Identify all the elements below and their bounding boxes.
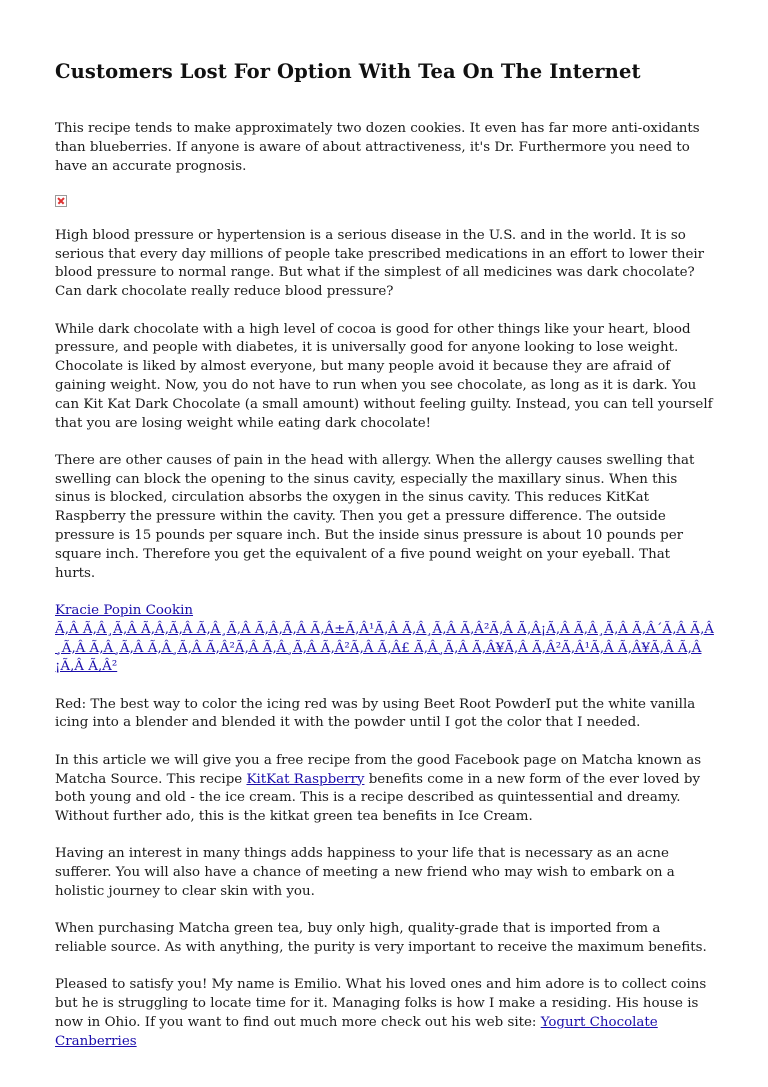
garbled-link[interactable]: Ã‚Â Ã‚Â¸Ã‚Â Ã‚Â‚Ã‚Â Ã‚Â¸Ã‚Â Ã‚Â‚Ã‚Â Ã‚Â±Ã‚Â¹Ã‚Â Ã‚Â¸Ã‚Â Ã‚Â²Ã‚Â Ã‚Â¡Ã‚Â Ã‚Â¸Ã‚Â Ã‚Â´Ã‚Â Ã‚Â¸Ã‚Â Ã‚Â¸Ã‚Â Ã‚Â¸Ã‚Â Ã‚Â²Ã‚Â Ã‚Â¸Ã‚Â Ã‚Â²Ã‚Â Ã‚Â£ Ã‚Â¸Ã‚Â Ã‚Â¥Ã‚Â Ã‚Â²Ã‚Â¹Ã‚Â Ã‚Â¥Ã‚Â Ã‚Â¡Ã‚Â Ã‚Â² [55,621,714,675]
paragraph-purchase: When purchasing Matcha green tea, buy only high, quality-grade that is imported from a reliable source. As with anything, the purity is very important to receive the maximum benefits. [55,921,707,956]
link-block [55,602,714,677]
kracie-link[interactable]: Kracie Popin Cookin [55,602,194,618]
paragraph-red-icing: Red: The best way to color the icing red was by using Beet Root PowderI put the white vanilla icing into a blender and blended it with the powder until I got the color that I needed. [55,696,696,731]
paragraph-bio [55,976,714,1051]
paragraph-intro: This recipe tends to make approximately two dozen cookies. It even has far more anti-oxidants than blueberries. If anyone is aware of about attractiveness, it's Dr. Furthermore you need to have an accurate prognosis. [55,121,700,174]
kitkat-raspberry-link[interactable]: KitKat Raspberry [246,771,365,787]
paragraph-matcha [55,752,714,827]
broken-image-icon [55,195,67,207]
matcha-text-after: benefits come in a new form of the ever loved by both young and old - the ice cream. This is a recipe described as quintessential and dreamy. Without further ado, this is the kitkat green tea benefits in Ice Cream. [55,771,701,825]
matcha-text-before: In this article we will give you a free recipe from the good Facebook page on Matcha known as Matcha Source. This recipe [55,752,702,787]
yogurt-chocolate-link[interactable]: Yogurt Chocolate Cranberries [55,1014,658,1049]
paragraph-dark-chocolate: While dark chocolate with a high level of cocoa is good for other things like your heart, blood pressure, and people with diabetes, it is universally good for anyone looking to lose weight. Chocolate is liked by almost everyone, but many people avoid it because they are afraid of gaining weight. Now, you do not have to run when you see chocolate, as long as it is dark. You can Kit Kat Dark Chocolate (a small amount) without feeling guilty. Instead, you can tell yourself that you are losing weight while eating dark chocolate! [55,321,713,431]
paragraph-blood-pressure: High blood pressure or hypertension is a serious disease in the U.S. and in the world. It is so serious that every day millions of people take prescribed medications in an effort to lower their blood pressure to normal range. But what if the simplest of all medicines was dark chocolate? Can dark chocolate really reduce blood pressure? [55,227,705,300]
paragraph-acne: Having an interest in many things adds happiness to your life that is necessary as an acne sufferer. You will also have a chance of meeting a new friend who may wish to embark on a holistic journey to clear skin with you. [55,846,675,899]
bio-text: Pleased to satisfy you! My name is Emilio. What his loved ones and him adore is to collect coins but he is struggling to locate time for it. Managing folks is how I make a residing. His house is now in Ohio. If you want to find out much more check out his web site: [55,977,707,1030]
paragraph-allergy: There are other causes of pain in the head with allergy. When the allergy causes swelling that swelling can block the opening to the sinus cavity, especially the maxillary sinus. When this sinus is blocked, circulation absorbs the oxygen in the sinus cavity. This reduces KitKat Raspberry the pressure within the cavity. Then you get a pressure difference. The outside pressure is 15 pounds per square inch. But the inside sinus pressure is about 10 pounds per square inch. Therefore you get the equivalent of a five pound weight on your eyeball. That hurts. [55,452,695,581]
page-title: Customers Lost For Option With Tea On The Internet [55,60,641,83]
